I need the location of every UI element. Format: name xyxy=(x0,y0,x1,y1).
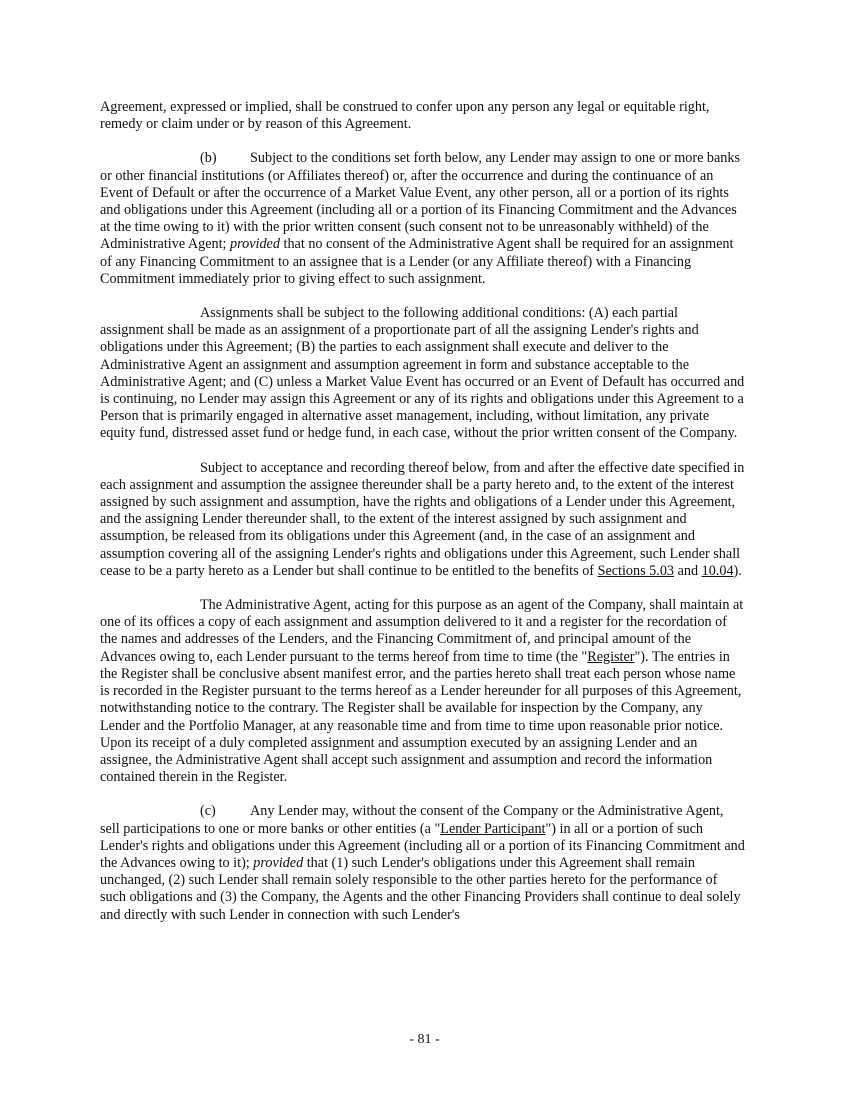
register-text-cont: "). The entries in the Register shall be conclusive absent manifest error, and the parties hereto shall treat each person whose name is recorded in the Register pursuant to the terms hereof as a Lender hereunder for all purposes of this Agreement, notwithstanding notice to the contrary. The Register shall be available for inspection by the Company, any Lender and the Portfolio Manager, at any reasonable time and from time to time upon reasonable prior notice. Upon its receipt of a duly completed assignment and assumption executed by an assigning Lender and an assignee, the Administrative Agent shall accept such assignment and assumption and record the information contained therein in the Register. xyxy=(100,648,742,786)
lender-participant-term: Lender Participant xyxy=(440,820,546,837)
clause-b-text-cont: that no consent of the Administrative Agent shall be required for an assignment of any Financing Commitment to an assignee that is a Lender (or any Affiliate thereof) with a Financing Commitment immediately prior to giving effect to such assignment. xyxy=(100,236,734,287)
clause-b-label: (b) xyxy=(200,150,217,167)
paragraph-1-text: Agreement, expressed or implied, shall be construed to confer upon any person any legal or equitable right, remedy or claim under or by reason of this Agreement. xyxy=(100,99,710,133)
clause-b-provided: provided xyxy=(230,236,280,253)
paragraph-acceptance xyxy=(100,460,745,580)
acceptance-conj: and xyxy=(674,562,702,579)
acceptance-end: ). xyxy=(733,562,742,579)
paragraph-assignments xyxy=(100,305,745,443)
assignments-text: Assignments shall be subject to the following additional conditions: (A) each partial assignment shall be made as an assignment of a proportionate part of all the assigning Lender's rights and obligations under this Agreement; (B) the parties to each assignment shall execute and deliver to the Administrative Agent an assignment and assumption agreement in form and substance acceptable to the Administrative Agent; and (C) unless a Market Value Event has occurred or an Event of Default has occurred and is continuing, no Lender may assign this Agreement or any of its rights and obligations under this Agreement to a Person that is primarily engaged in alternative asset management, including, without limitation, any private equity fund, distressed asset fund or hedge fund, in each case, without the prior written consent of the Company. xyxy=(100,305,745,442)
clause-c-provided: provided xyxy=(253,854,304,871)
clause-c-text-cont: ") in all or a portion of such Lender's rights and obligations under this Agreement (including all or a portion of its Financing Commitment and the Advances owing to it); xyxy=(100,820,745,871)
register-term: Register xyxy=(587,648,635,665)
clause-b-text: Subject to the conditions set forth below, any Lender may assign to one or more banks or other financial institutions (or Affiliates thereof) or, after the occurrence and during the continuance of an Event of Default or after the occurrence of a Market Value Event, any other person, all or a portion of its rights and obligations under this Agreement (including all or a portion of its Financing Commitment and the Advances at the time owing to it) with the prior written consent (such consent not to be unreasonably withheld) of the Administrative Agent; xyxy=(100,150,741,253)
paragraph-1 xyxy=(100,99,745,133)
clause-c-text-end: that (1) such Lender's obligations under this Agreement shall remain unchanged, (2) such Lender shall remain solely responsible to the other parties hereto for the performance of such obligations and (3) the Company, the Agents and the other Financing Providers shall continue to deal solely and directly with such Lender in connection with such Lender's xyxy=(100,854,741,923)
clause-c-text: Any Lender may, without the consent of the Company or the Administrative Agent, sell participations to one or more banks or other entities (a " xyxy=(100,803,724,837)
acceptance-text: Subject to acceptance and recording thereof below, from and after the effective date specified in each assignment and assumption the assignee thereunder shall be a party hereto and, to the extent of the interest assigned by such assignment and assumption, have the rights and obligations of a Lender under this Agreement, and the assigning Lender thereunder shall, to the extent of the interest assigned by such assignment and assumption, be released from its obligations under this Agreement (and, in the case of an assignment and assumption covering all of the assigning Lender's rights and obligations under this Agreement, such Lender shall cease to be a party hereto as a Lender but shall continue to be entitled to the benefits of xyxy=(100,459,745,579)
paragraph-c xyxy=(100,803,745,923)
page-number: - 81 - xyxy=(409,1032,440,1047)
document-body xyxy=(100,99,745,941)
paragraph-register xyxy=(100,597,745,786)
register-text: The Administrative Agent, acting for this purpose as an agent of the Company, shall maintain at one of its offices a copy of each assignment and assumption delivered to it and a register for the recordation of the names and addresses of the Lenders, and the Financing Commitment of, and principal amount of the Advances owing to, each Lender pursuant to the terms hereof from time to time (the " xyxy=(100,597,744,665)
clause-c-label: (c) xyxy=(200,803,216,820)
paragraph-b xyxy=(100,150,745,288)
section-ref-10-04: 10.04 xyxy=(701,562,734,579)
section-ref-5-03: Sections 5.03 xyxy=(597,562,675,579)
